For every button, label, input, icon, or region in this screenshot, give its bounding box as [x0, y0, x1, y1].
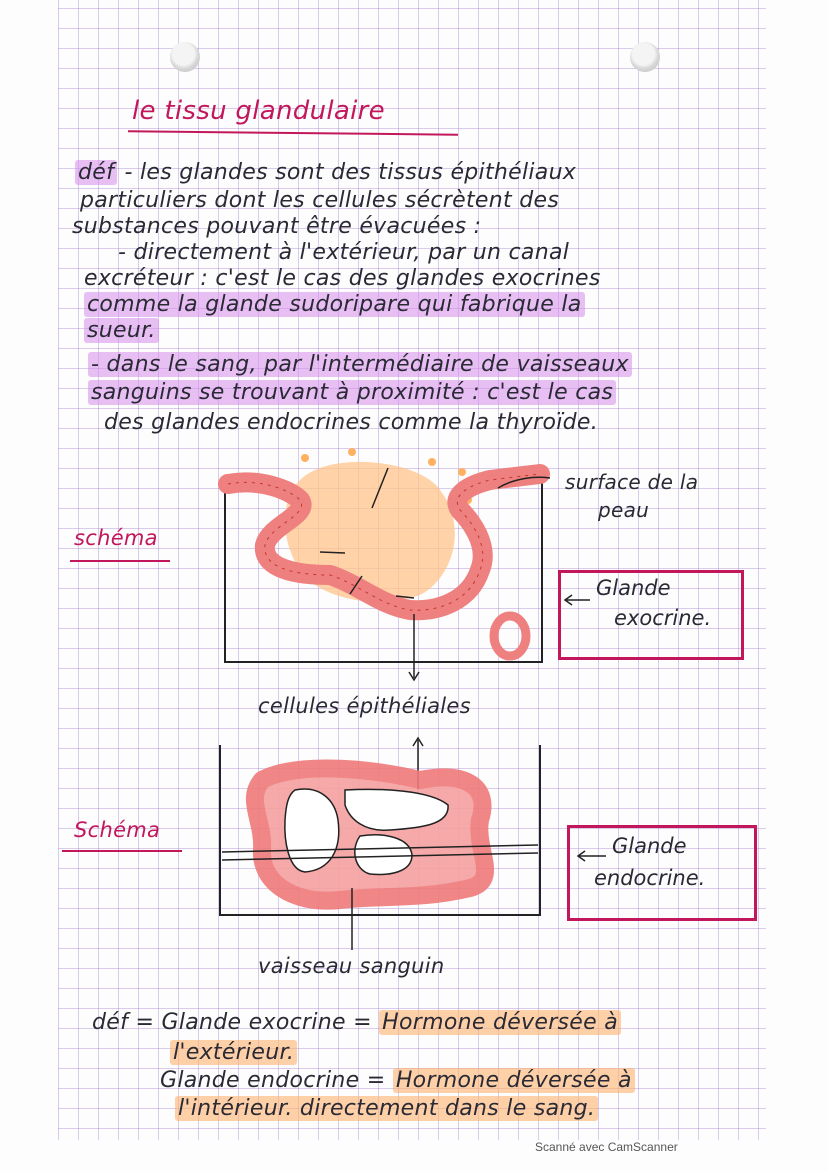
definition-line-2: particuliers dont les cellules sécrètent des [80, 188, 560, 213]
blood-vessel-label: vaisseau sanguin [258, 954, 445, 978]
skin-surface-label: surface de la [565, 470, 699, 494]
definition-line-1: déf - les glandes sont des tissus épithéliaux [75, 160, 576, 185]
definition-line-10: des glandes endocrines comme la thyroïde. [104, 410, 599, 435]
definition-line-8: - dans le sang, par l'intermédiaire de vaisseaux [88, 352, 632, 377]
definition-line-9: sanguins se trouvant à proximité : c'est le cas [88, 380, 616, 405]
schema-1-label: schéma [74, 526, 158, 550]
scanner-watermark: Scanné avec CamScanner [535, 1140, 678, 1154]
final-def-line-2: l'extérieur. [170, 1040, 297, 1065]
final-def-line-1: déf = Glande exocrine = Hormone déversée à [92, 1010, 621, 1035]
final-def-line-4: l'intérieur. directement dans le sang. [175, 1096, 598, 1121]
endocrine-box-line-2: endocrine. [594, 866, 706, 890]
epithelial-cells-label: cellules épithéliales [258, 694, 471, 718]
definition-line-7: sueur. [84, 318, 159, 343]
definition-line-3: substances pouvant être évacuées : [72, 214, 482, 239]
definition-label: déf [75, 160, 117, 185]
definition-line-4: - directement à l'extérieur, par un canal [118, 240, 570, 265]
skin-surface-label-2: peau [598, 498, 650, 522]
definition-line-6: comme la glande sudoripare qui fabrique la [84, 292, 585, 317]
final-def-line-3: Glande endocrine = Hormone déversée à [160, 1068, 635, 1093]
endocrine-box-line-1: Glande [612, 834, 687, 858]
schema-2-label: Schéma [74, 818, 161, 842]
page-title: le tissu glandulaire [132, 96, 385, 126]
exocrine-box-line-2: exocrine. [614, 606, 712, 630]
exocrine-box-line-1: Glande [596, 576, 671, 600]
definition-line-5: excréteur : c'est le cas des glandes exocrines [84, 266, 601, 291]
